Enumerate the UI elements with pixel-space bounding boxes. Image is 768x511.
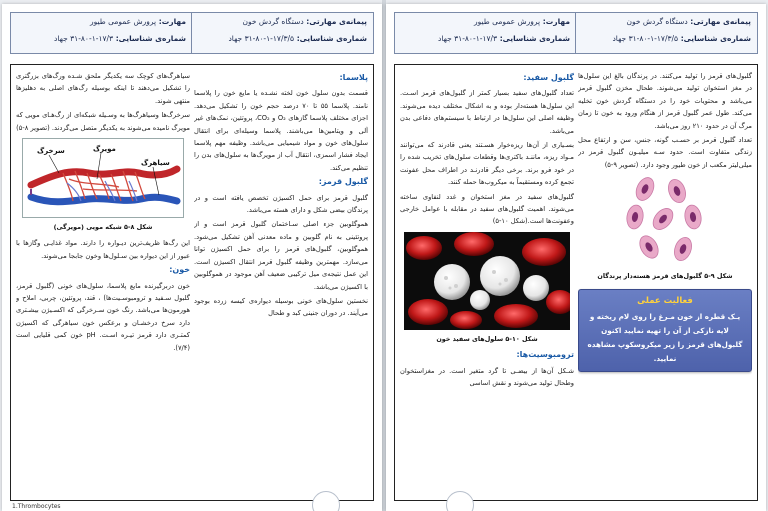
paragraph-wbc-1: تعداد گلبول‌های سفید بسیار کمتر از گلبول‌های قرمز اسـت. این سلول‌ها هسته‌دار بوده و به اشکال مختلف دیده می‌شوند. وظیفه اصلی این سلول‌ها در ارتباط با سیستم‌های دفاعی بدن می‌باشد. xyxy=(400,89,574,135)
text-column-left xyxy=(16,70,190,495)
paragraph-thrombocytes: شـكل آن‌ها از بیضـی تا گرد متغیر است. در مغزاستخوان وطحال تولید می‌شوند و نقش اساسی xyxy=(400,366,574,388)
header-skill-cell-right xyxy=(395,13,576,53)
id-value: ۱۷/۳/۵-۱-۸۰-۳۱ جهاد xyxy=(612,34,679,43)
nucleated-rbc-figure xyxy=(615,175,715,267)
skill-label: مهارت: xyxy=(158,17,186,26)
section-title-thrombocytes: ترومبوسیت‌ها: xyxy=(516,350,574,360)
practical-activity-box xyxy=(578,289,752,372)
footnote: 1.Thrombocytes xyxy=(12,503,61,510)
figure-caption-5-9: شکل ۹-۵ گلبول‌های قرمز هسته‌دار پرندگان xyxy=(597,272,733,281)
text-column-right xyxy=(578,70,752,495)
right-page xyxy=(386,4,766,511)
paragraph-wbc-3: گلبول‌های سفید در مغز استخوان و غدد لنفاوی ساخته می‌شوند. اهمیت گلبول‌های سفید در مقابله با عوامل خارجی وعفونت‌ها است.(شکل ۱۰-۵) xyxy=(400,192,574,226)
label-artery: سرخرگ xyxy=(37,147,65,156)
id-value-2: ۱۷/۳-۱-۸۰-۳۱ جهاد xyxy=(438,34,498,43)
activity-title: فعالیت عملی xyxy=(637,295,693,306)
page-number-badge xyxy=(312,491,340,511)
figure-caption-5-8: شکل ۸-۵ شبکه مویی (مویرگی) xyxy=(53,223,153,232)
header-skill-module-cell xyxy=(191,13,373,53)
text-column-left xyxy=(400,70,574,495)
figure-caption-5-10: شکل ۱۰-۵ سلول‌های سفید خون xyxy=(436,334,538,343)
label-vein: سیاهرگ xyxy=(141,159,170,168)
section-title-plasma: پلاسما: xyxy=(339,73,368,82)
paragraph-plasma: قسمت بدون سلول خون لخته نشـده یا مایع خون را پلاسما نامند. پلاسما ۵۵ تا ۷۰ درصد حجم خون را تشکیل می‌دهد. اجزای مختلف پلاسما گازهای O₂ و CO₂، پروتئین، نمک‌های غیر آلی و ویتامین‌ها می‌باشند. پلاسما وسیله‌ای برای انتقال سلول‌های خون و مواد شیمیایی می‌باشد. وظیفه مهم پلاسما ایجاد فشار اسمزی، انتقال آب از مویرگ‌ها به سلول‌های بدن را تنظیم می‌کند. xyxy=(194,89,368,172)
skill-value: پرورش عمومی طیور xyxy=(90,17,157,26)
paragraph-capillaries: سرخرگ‌ها وسیاهرگ‌ها به وسـیله شبکه‌ای از رگ‌هـای مویی که مویرگ نامیده می‌شوند به یکدیگر متصل می‌گردند. (تصویر ۸-۵) xyxy=(16,111,190,132)
id-label-2: شماره‌ی شناسایی: xyxy=(115,34,186,43)
paragraph-blood: خون دربرگیرنده مایع پلاسما، سلول‌های خونی (گلبول قرمز، گلبول سـفید و ترومبوسـیت‌ها) ، قند، پروتئین، چربی، املاح و هورمون‌ها می‌باشد. رنگ خون سـرخرگی که اکسـیژن بیشـتری دارد سرخ درخشـان و برعکس خون سیاهرگی که اکسیژن کمتـری دارد قرمز تیـره اسـت. pH خون کمی قلیایی است (۷/۴). xyxy=(16,281,190,352)
paragraph-rbc-3: نخستین سلول‌های خونی بوسیله دیواره‌ی کیسه زرده بوجود می‌آیند. در دوران جنینی کبد و طحال xyxy=(194,296,368,318)
skill-label: مهارت: xyxy=(542,17,570,26)
white-blood-cells-figure xyxy=(404,232,570,330)
skill-module-label: پیمانه‌ی مهارتی: xyxy=(306,17,367,26)
label-capillary: مویرگ xyxy=(93,145,116,154)
paragraph-rbc-production: گلبول‌های قرمز را تولید می‌کنند. در پرندگان بالغ این سلول‌ها در مغز استخوان تولید می‌شوند. طحال مخزن گلبول قرمز می‌باشد و محتویات خود را در دستگاه گردش خون تخلیه می‌کند. طول عمر گلبول قرمز از هنگام ورود به خون تا زمان مرگ آن در حدود ۲۱۰ روز می‌باشد. xyxy=(578,72,752,130)
page-number-badge-right xyxy=(446,491,474,511)
left-page xyxy=(2,4,382,511)
activity-text: یـک قطره از خون مـرغ را روی لام ریخته و لایه نازکی از آن را تهیه نمایید اکنون گلبول‌های قرمز را زیر میکروسکوپ مشاهده نمایید. xyxy=(587,312,743,364)
skill-module-label: پیمانه‌ی مهارتی: xyxy=(690,17,751,26)
section-title-wbc: گلبول سفید: xyxy=(523,73,574,82)
paragraph-wbc-2: بسـیاری از آن‌ها ریزه‌خوار هسـتند یعنی قادرند که می‌توانند مـواد ریزه، ماننـد باکتری‌ها وقطعات سلول‌های تخریب شده را در خود فرو برند. برخی دیگر قادرنـد در اطراف محل عفونت تجمع کرده ومستقیماً به میکروب‌ها حمله کنند. xyxy=(400,141,574,187)
page-header xyxy=(10,12,374,54)
section-title-blood: خون: xyxy=(169,265,190,275)
capillary-network-figure xyxy=(22,138,184,218)
text-column-right xyxy=(194,70,368,495)
paragraph-rbc-count: تعداد گلبول قرمز بر حسـب گونه، جنس، سن و ارتفاع محل زندگی متفاوت است. حدود سـه میلیـون گلبول قرمز در میلی‌لیتر مکعب از خون طیور وجود دارد. (تصویر ۹-۵) xyxy=(578,136,752,169)
id-value-2: ۱۷/۳-۱-۸۰-۳۱ جهاد xyxy=(54,34,114,43)
id-label: شماره‌ی شناسایی: xyxy=(680,34,751,43)
skill-value: پرورش عمومی طیور xyxy=(474,17,541,26)
id-label: شماره‌ی شناسایی: xyxy=(296,34,367,43)
paragraph-rbc-2: هموگلوبین جزء اصلی سـاختمان گلبول قرمز است و از پروتئینی به نام گلوبین و ماده معدنی آهن تشکیل می‌شود. هموگلوبین، گلبول‌های قرمز را برای حمل اکسیژن توانا می‌سازد. مهمترین وظیفه گلبول قرمز انتقال اکسیژن است. این عمل نتیجه‌ی میل ترکیبی ضعیف آهن موجود در هموگلوبین با اکسیژن می‌باشد. xyxy=(194,220,368,291)
skill-module-value: دستگاه گردش خون xyxy=(242,17,304,26)
id-label-2: شماره‌ی شناسایی: xyxy=(499,34,570,43)
header-skill-cell xyxy=(11,13,192,53)
paragraph-rbc-1: گلبول قرمز برای حمل اکسیژن تخصص یافته است و در پرندگان بیضی شکل و دارای هسته می‌باشد. xyxy=(194,193,368,215)
id-value: ۱۷/۳/۵-۱-۸۰-۳۱ جهاد xyxy=(228,34,295,43)
page-header-right xyxy=(394,12,758,54)
paragraph-veins: سیاهرگ‌های کوچک سه یکدیگر ملحق شـده ورگ‌های بزرگتری را تشکیل می‌دهند تا اینکه بوسیله رگ‌های اصلی به دهلیزها منتهی شوند. xyxy=(16,72,190,105)
header-skill-module-cell-right xyxy=(575,13,757,53)
skill-module-value: دستگاه گردش خون xyxy=(626,17,688,26)
paragraph-capillary-walls: این رگ‌ها ظریف‌ترین دیـواره را دارند. مواد غذایـی وگازها با عبور از این دیواره بین سـلول‌ها وخون جابجا می‌شوند. xyxy=(16,239,190,260)
section-title-rbc: گلبول قرمز: xyxy=(318,177,368,187)
